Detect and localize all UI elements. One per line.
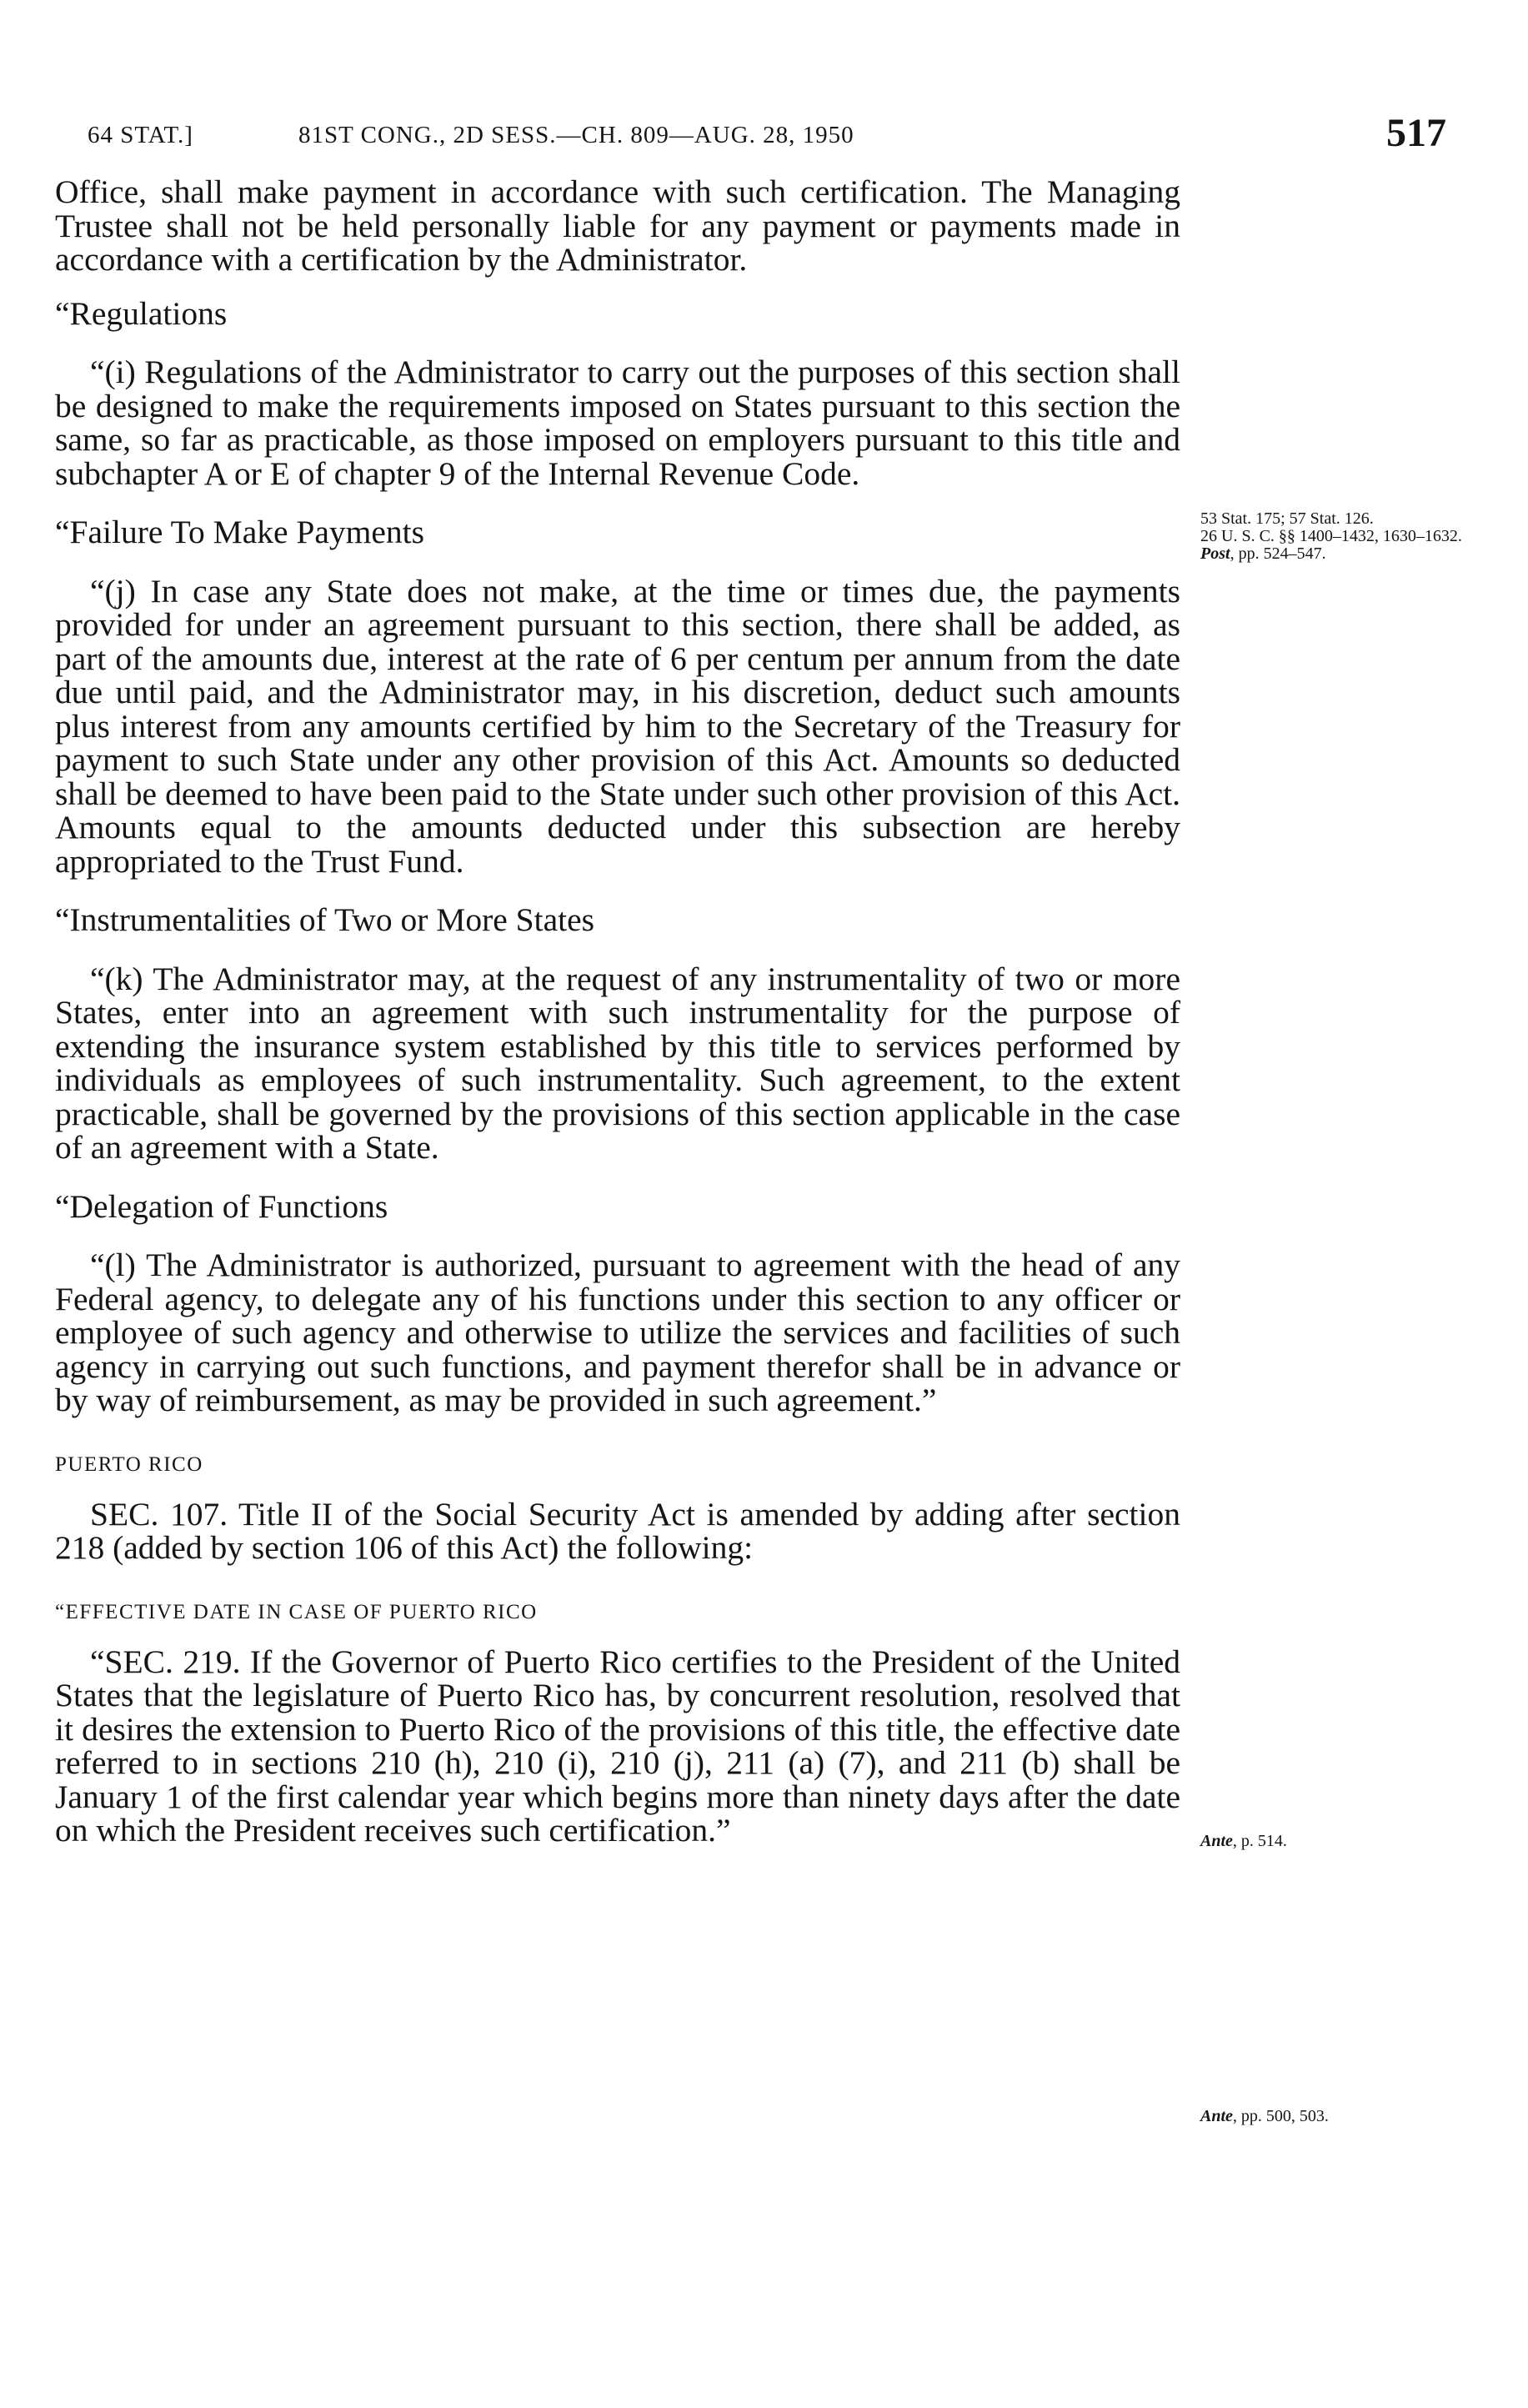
paragraph-subsection-k: “(k) The Administrator may, at the request of any instrumentality of two or more States, enter into an agreement with such instrumentality for the purpose of extending the insurance system established by this title to services performed by individuals as employees of such instrumentality. Such agreement, to the extent practicable, shall be governed by the provisions of this section applicable in the case of an agreement with a State. (55, 960, 1180, 1166)
statute-text (55, 175, 1180, 1848)
heading-delegation-of-functions: “Delegation of Functions (55, 1187, 388, 1225)
heading-failure-to-make-payments: “Failure To Make Payments (55, 514, 424, 550)
ante-label: Ante (1200, 2107, 1233, 2125)
heading-puerto-rico: PUERTO RICO (55, 1452, 203, 1476)
post-pages: , pp. 524–547. (1230, 544, 1326, 563)
volume-reference: 64 STAT.] (88, 122, 193, 148)
margin-note-ante-514 (1200, 1833, 1475, 1850)
page-number: 517 (1386, 111, 1446, 155)
ante-pages: , p. 514. (1232, 1832, 1287, 1850)
margin-note-stat-citation: 53 Stat. 175; 57 Stat. 126. (1200, 509, 1374, 528)
post-label: Post (1200, 544, 1230, 563)
ante-pages: , pp. 500, 503. (1232, 2107, 1329, 2125)
ante-label: Ante (1200, 1832, 1233, 1850)
paragraph-subsection-j: “(j) In case any State does not make, at the time or times due, the payments provided for under an agreement pursuant to this section, there shall be added, as part of the amounts due, interest at the rate of 6 per centum per annum from the date due until paid, and the Administrator may, in his discretion, deduct such amounts plus interest from any amounts certified by him to the Secretary of the Treasury for payment to such State under any other provision of this Act. Amounts so deducted shall be deemed to have been paid to the State under such other provision of this Act. Amounts equal to the amounts deducted under this subsection are hereby appropriated to the Trust Fund. (55, 572, 1180, 880)
paragraph-subsection-l: “(l) The Administrator is authorized, pursuant to agreement with the head of any Federal agency, to delegate any of his functions under this section to any officer or employee of such agency and otherwise to utilize the services and facilities of such agency in carrying out such functions, and payment therefor shall be in advance or by way of reimbursement, as may be provided in such agreement.” (55, 1247, 1180, 1418)
margin-note-post-citation (1200, 545, 1475, 563)
margin-note-usc-citation: 26 U. S. C. §§ 1400–1432, 1630–1632. (1200, 527, 1462, 545)
congress-session-line: 81ST CONG., 2D SESS.—CH. 809—AUG. 28, 1950 (298, 122, 854, 148)
margin-note-ante-500 (1200, 2108, 1475, 2125)
paragraph-section-219: “SEC. 219. If the Governor of Puerto Rico certifies to the President of the United States that the legislature of Puerto Rico has, by concurrent resolution, resolved that it desires the extension to Puerto Rico of the provisions of this title, the effective date referred to in sections 210 (h), 210 (i), 210 (j), 211 (a) (7), and 211 (b) shall be January 1 of the first calendar year which begins more than ninety days after the date on which the President receives such certification.” (55, 1643, 1180, 1849)
running-header (79, 111, 1446, 167)
heading-regulations: “Regulations (55, 294, 228, 332)
margin-note-statutes (1200, 510, 1475, 563)
paragraph-subsection-i: “(i) Regulations of the Administrator to carry out the purposes of this section shall be designed to make the requirements imposed on States pursuant to this section the same, so far as practicable, as those imposed on employers pursuant to this title and subchapter A or E of chapter 9 of the Internal Revenue Code. (55, 354, 1180, 492)
heading-instrumentalities: “Instrumentalities of Two or More States (55, 901, 595, 938)
heading-effective-date: “EFFECTIVE DATE IN CASE OF PUERTO RICO (55, 1600, 538, 1623)
paragraph-section-107: SEC. 107. Title II of the Social Security Act is amended by adding after section 218 (added by section 106 of this Act) the following: (55, 1495, 1180, 1566)
paragraph-continued: Office, shall make payment in accordance with such certification. The Managing Trustee shall not be held personally liable for any payment or payments made in accordance with a certification by the Administrator. (55, 173, 1180, 278)
